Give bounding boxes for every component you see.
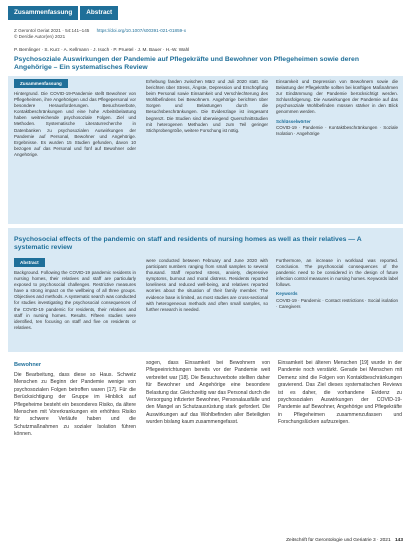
- german-abstract-box: [8, 76, 403, 224]
- english-abstract-col-2: were conducted between February and June 2020 with participant numbers ranging from small samples to several thousand. Staff reported stress, anxiety, depressive symptoms, burnout and moral distress. Residents reported loneliness and reduced well-being, and relatives reported worries about the situation of their family member. The evidence base is limited, as most studies are cross-sectional with heterogeneous methods and often small samples, so further research is needed.: [146, 258, 268, 312]
- author-list: P. Bemlinger · S. Kurz · A. Kellmann · J. Isoch · P. Pruetel · J. M. Bauer · H.-W. Wahl: [14, 47, 190, 52]
- german-abstract-col-2: Erhebung fanden zwischen März und Juli 2020 statt. Sie berichten über Stress, Ängste, Depression und Erschöpfung beim Personal sowie Einsamkeit und Verschlechterung des Wohlbefindens bei Bewohnern. Angehörige berichten über Sorgen und Belastungen durch die Besuchsbeschränkungen. Die Evidenzlage ist insgesamt begrenzt. Die Studien sind überwiegend Querschnittstudien mit heterogenen Methoden und zum Teil geringer Stichprobengröße, weitere Forschung ist nötig.: [146, 79, 268, 133]
- german-title: Psychosoziale Auswirkungen der Pandemie auf Pflegekräfte und Bewohner von Pflegeheimen sowie deren Angehörige – Ein systematisches Review: [14, 56, 359, 71]
- journal-info: [14, 28, 186, 40]
- body-col-2: sogen, dass Einsamkeit bei Bewohnern von Pflegeeinrichtungen bereits vor der Pandemie weit verbreitet war [18]. Die Besuchsverbote stellten daher für Bewohner und Angehörige eine besondere Belastung dar. Gleichzeitig war das Personal durch die Versorgung infizierter Bewohner, Personalausfälle und den Mangel an Schutzausrüstung stark gefordert. Die Auswirkungen auf das Wohlbefinden aller Beteiligten wurden bislang kaum zusammengefasst.: [146, 360, 270, 426]
- article-header-bar: [8, 6, 404, 20]
- english-keywords-label: Keywords: [276, 291, 298, 297]
- german-keywords-label: Schlüsselwörter: [276, 118, 311, 124]
- header-abstract-label: Abstract: [80, 6, 118, 20]
- header-zusammenfassung-label: Zusammenfassung: [8, 6, 78, 20]
- german-abstract-col-1: Hintergrund. Die COVID-19-Pandemie stellt Bewohner von Pflegeheimen, ihre Angehörigen und das Pflegepersonal vor besondere Herausforderungen. Besuchsverbote, Kontaktbeschränkungen und eine hohe Arbeitsbelastung haben weitreichende psychosoziale Folgen. Ziel und Methoden. Systematische Literaturrecherche in Datenbanken zu psychosozialen Auswirkungen der Pandemie auf Personal, Bewohner und Angehörige. Ergebnisse. Es wurden 15 Studien gefunden, davon 10 bezogen auf das Personal und fünf auf Bewohner oder Angehörige.: [14, 91, 136, 157]
- doi-link[interactable]: https://doi.org/10.1007/s00391-021-01859-x: [96, 28, 187, 33]
- body-col-1: Die Bearbeitung, dass diese so Haus. Schweiz Menschen zu Beginn der Pandemie wenige von psychosozialen Folgen betroffen waren [17]. Für die Berücksichtigung der Gruppe im Hinblick auf Pflegeheime besteht ein besonderes Risiko, da ältere Menschen mit Vorerkrankungen ein erhöhtes Risiko für schwere Verläufe haben und die Schutzmaßnahmen zu sozialer Isolation führen können.: [14, 372, 136, 438]
- german-col-3-text: Einsamkeit und Depression von Bewohnern sowie die Belastung der Pflegekräfte sollten bei künftigen Maßnahmen zur Eindämmung der Pandemie berücksichtigt werden. Schlussfolgerung. Die Auswirkungen der Pandemie auf das psychosoziale Wohlbefinden müssen stärker in den Blick genommen werden.: [276, 79, 398, 115]
- footer-journal: Zeitschrift für Gerontologie und Geriatrie 3 · 2021: [286, 538, 391, 543]
- english-col-3-text: Furthermore, an increase in workload was reported. Conclusion. The psychosocial consequences of the pandemic need to be considered in the design of future infection control measures in nursing homes. Keywords label follows.: [276, 258, 398, 288]
- english-title: Psychosocial effects of the pandemic on staff and residents of nursing homes as well as their relatives — A systematic review: [14, 236, 362, 251]
- english-abstract-col-3: [276, 258, 398, 310]
- german-section-label: Zusammenfassung: [14, 79, 68, 88]
- english-keywords: COVID-19 · Pandemic · Contact restrictions · Social isolation · Caregivers: [276, 297, 398, 309]
- page-number: 143: [394, 538, 403, 543]
- section-heading-bewohner: Bewohner: [14, 362, 42, 368]
- journal-citation: Z Gerontol Geriat 2021 · 54:141–145: [14, 28, 90, 33]
- german-abstract-col-3: [276, 79, 398, 137]
- english-abstract-col-1: Background. Following the COVID-19 pandemic residents in nursing homes, their relatives and staff are particularly exposed to psychosocial challenges. Restrictive measures have a strong impact on the wellbeing of all three groups. Objectives and methods. A systematic search was conducted for studies investigating the psychosocial consequences of the COVID-19 pandemic for residents, their relatives and staff in nursing homes. Results. Fifteen studies were identified, ten focusing on staff and five on residents or relatives.: [14, 270, 136, 330]
- german-keywords: COVID-19 · Pandemie · Kontaktbeschränkungen · Soziale Isolation · Angehörige: [276, 124, 398, 136]
- english-section-label: Abstract: [14, 258, 45, 267]
- body-col-3: Einsamkeit bei älteren Menschen [19] wurde in der Pandemie noch verstärkt. Gerade bei Menschen mit Demenz sind die Folgen von Kontaktbeschränkungen gravierend. Das Ziel dieses systematischen Reviews ist es daher, die vorhandene Evidenz zu psychosozialen Auswirkungen der COVID-19-Pandemie auf Bewohner, Angehörige und Pflegekräfte in Pflegeheimen zusammenzufassen und Forschungslücken aufzuzeigen.: [278, 360, 402, 426]
- page-footer: [286, 538, 403, 543]
- copyright-line: © Der/die Autor(en) 2021: [14, 34, 66, 39]
